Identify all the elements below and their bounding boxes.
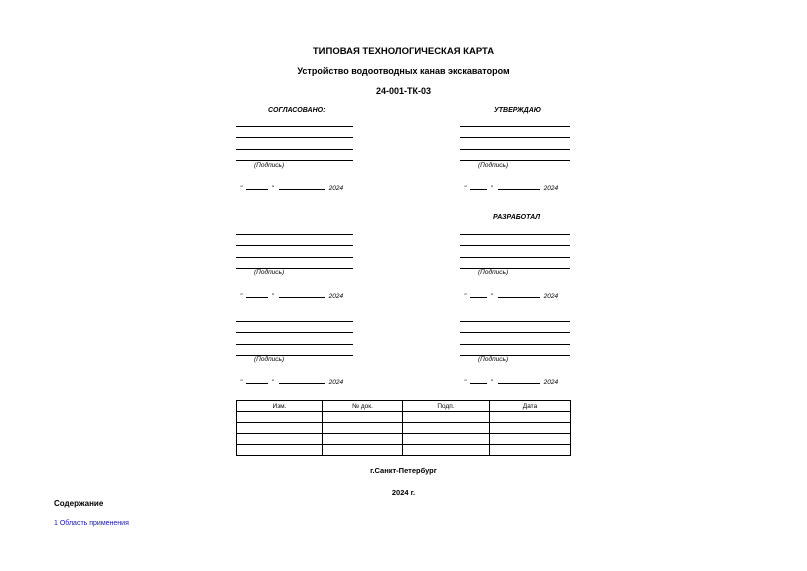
- date-quote-open: ": [240, 293, 243, 300]
- signature-line: [236, 257, 353, 258]
- signature-line: [236, 344, 353, 345]
- table-cell: [490, 445, 571, 456]
- month-blank: [498, 291, 540, 298]
- signature-line: [236, 332, 353, 333]
- document-subtitle: Устройство водоотводных канав экскаватором: [297, 66, 510, 76]
- month-blank: [279, 183, 325, 190]
- signature-caption: (Подпись): [254, 356, 285, 363]
- signature-line: [236, 234, 353, 235]
- date-quote-close: ": [490, 293, 493, 300]
- day-blank: [470, 183, 487, 190]
- year-label: 2024 г.: [391, 488, 416, 497]
- table-cell: [323, 445, 403, 456]
- date-year: 2024: [543, 379, 559, 386]
- signature-line: [236, 160, 353, 161]
- column-header-date: Дата: [490, 401, 571, 412]
- date-line: [464, 377, 558, 386]
- signature-line: [236, 321, 353, 322]
- signature-caption: (Подпись): [478, 269, 509, 276]
- table-cell: [490, 434, 571, 445]
- table-row: [237, 445, 571, 456]
- table-cell: [403, 434, 490, 445]
- signature-line: [460, 234, 570, 235]
- date-year: 2024: [328, 293, 344, 300]
- signature-line: [460, 126, 570, 127]
- date-line: [240, 291, 343, 300]
- column-header-doc-number: № док.: [323, 401, 403, 412]
- toc-link-scope[interactable]: 1 Область применения: [54, 520, 129, 527]
- date-line: [240, 183, 343, 192]
- signature-line: [460, 344, 570, 345]
- signature-line: [236, 137, 353, 138]
- document-title: ТИПОВАЯ ТЕХНОЛОГИЧЕСКАЯ КАРТА: [312, 46, 495, 57]
- column-header-change: Изм.: [237, 401, 323, 412]
- signature-line: [460, 332, 570, 333]
- date-year: 2024: [543, 293, 559, 300]
- table-cell: [237, 423, 323, 434]
- date-year: 2024: [543, 185, 559, 192]
- month-blank: [279, 377, 325, 384]
- date-quote-close: ": [490, 185, 493, 192]
- signature-line: [236, 149, 353, 150]
- signature-caption: (Подпись): [478, 162, 509, 169]
- signature-line: [460, 257, 570, 258]
- table-cell: [237, 412, 323, 423]
- signature-line: [460, 149, 570, 150]
- signature-line: [460, 321, 570, 322]
- day-blank: [246, 183, 268, 190]
- date-quote-close: ": [271, 379, 274, 386]
- table-cell: [490, 423, 571, 434]
- revision-table: [236, 400, 571, 456]
- signature-line: [460, 137, 570, 138]
- date-quote-open: ": [240, 185, 243, 192]
- date-quote-close: ": [271, 293, 274, 300]
- date-quote-open: ": [240, 379, 243, 386]
- city-label: г.Санкт-Петербург: [370, 466, 437, 475]
- signature-line: [460, 245, 570, 246]
- day-blank: [470, 377, 487, 384]
- signature-caption: (Подпись): [254, 269, 285, 276]
- month-blank: [498, 377, 540, 384]
- signature-line: [460, 355, 570, 356]
- table-cell: [237, 445, 323, 456]
- table-row: [237, 434, 571, 445]
- table-cell: [403, 423, 490, 434]
- month-blank: [498, 183, 540, 190]
- revision-table-header: [237, 401, 571, 412]
- date-quote-open: ": [464, 379, 467, 386]
- signature-caption: (Подпись): [478, 356, 509, 363]
- date-quote-open: ": [464, 185, 467, 192]
- table-cell: [403, 412, 490, 423]
- month-blank: [279, 291, 325, 298]
- table-cell: [237, 434, 323, 445]
- date-year: 2024: [328, 379, 344, 386]
- toc-heading: Содержание: [54, 499, 104, 508]
- developed-label: РАЗРАБОТАЛ: [493, 214, 541, 221]
- day-blank: [246, 377, 268, 384]
- date-year: 2024: [328, 185, 344, 192]
- date-quote-open: ": [464, 293, 467, 300]
- table-cell: [323, 412, 403, 423]
- table-cell: [490, 412, 571, 423]
- signature-caption: (Подпись): [254, 162, 285, 169]
- date-line: [240, 377, 343, 386]
- table-row: [237, 423, 571, 434]
- day-blank: [246, 291, 268, 298]
- signature-line: [236, 245, 353, 246]
- date-line: [464, 291, 558, 300]
- column-header-signature: Подп.: [403, 401, 490, 412]
- date-line: [464, 183, 558, 192]
- document-code: 24-001-ТК-03: [375, 86, 432, 96]
- signature-line: [460, 268, 570, 269]
- approve-label: УТВЕРЖДАЮ: [494, 107, 542, 114]
- date-quote-close: ": [271, 185, 274, 192]
- agreed-label: СОГЛАСОВАНО:: [268, 107, 326, 114]
- table-cell: [323, 434, 403, 445]
- day-blank: [470, 291, 487, 298]
- table-row: [237, 412, 571, 423]
- signature-line: [236, 126, 353, 127]
- date-quote-close: ": [490, 379, 493, 386]
- table-cell: [323, 423, 403, 434]
- signature-line: [460, 160, 570, 161]
- table-cell: [403, 445, 490, 456]
